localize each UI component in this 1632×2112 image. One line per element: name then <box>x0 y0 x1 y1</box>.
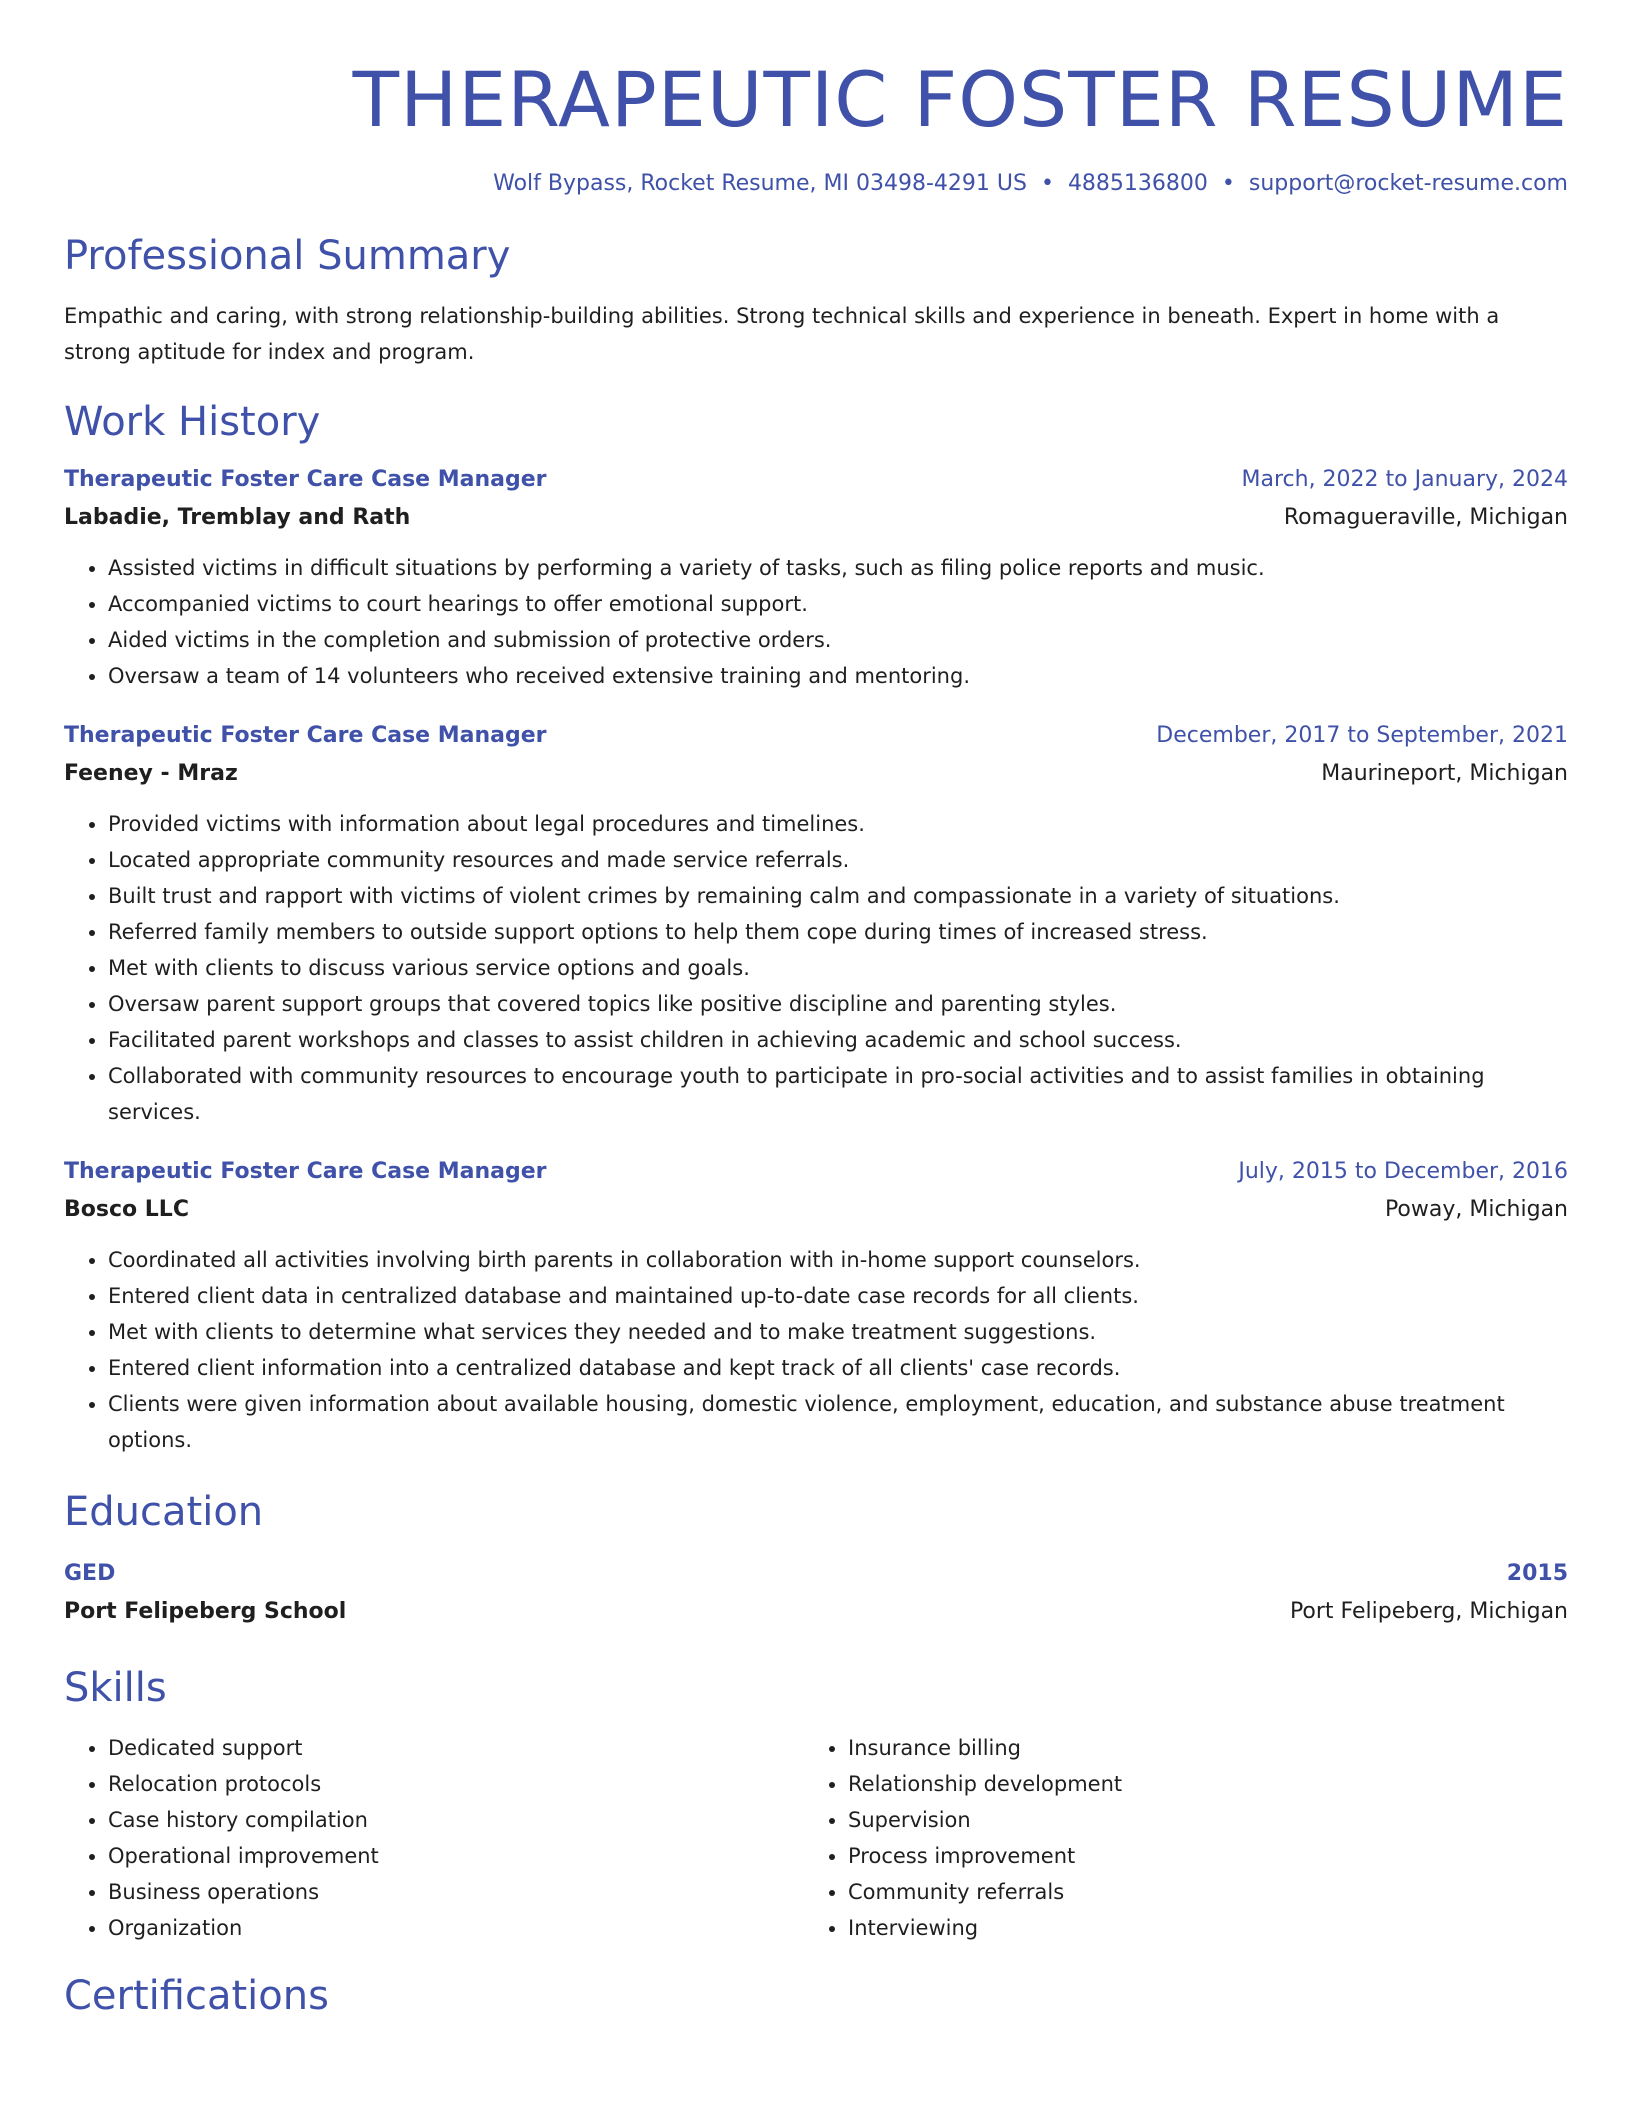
summary-heading: Professional Summary <box>64 233 511 279</box>
skills-list-right <box>804 1730 1544 1946</box>
list-item: • Met with clients to determine what services they needed and to make treatment suggestions. <box>108 1314 1568 1350</box>
list-item: • Facilitated parent workshops and classes to assist children in achieving academic and school success. <box>108 1022 1568 1058</box>
contact-email: support@rocket-resume.com <box>1248 171 1568 196</box>
education-entry <box>64 1556 1568 1632</box>
job-company: Feeney - Mraz <box>64 761 238 786</box>
candidate-name: THERAPEUTIC FOSTER RESUME <box>352 55 1568 144</box>
list-item: • Dedicated support <box>108 1730 804 1766</box>
separator-dot: • <box>1221 171 1235 196</box>
list-item: • Met with clients to discuss various service options and goals. <box>108 950 1568 986</box>
skills-heading: Skills <box>64 1665 167 1711</box>
skills-columns <box>64 1730 1568 1946</box>
list-item: • Insurance billing <box>848 1730 1544 1766</box>
contact-line <box>64 168 1568 200</box>
resume-header <box>64 52 1568 200</box>
work-history-heading: Work History <box>64 399 321 445</box>
list-item: • Relocation protocols <box>108 1766 804 1802</box>
contact-phone: 4885136800 <box>1067 171 1208 196</box>
list-item: • Entered client information into a centralized database and kept track of all clients' case records. <box>108 1350 1568 1386</box>
list-item: • Accompanied victims to court hearings to offer emotional support. <box>108 586 1568 622</box>
list-item: • Relationship development <box>848 1766 1544 1802</box>
job-bullets <box>64 550 1568 694</box>
list-item: • Collaborated with community resources to encourage youth to participate in pro-social activities and to assist families in obtaining services. <box>108 1058 1568 1130</box>
job-role: Therapeutic Foster Care Case Manager <box>64 1159 547 1184</box>
job-dates: July, 2015 to December, 2016 <box>1238 1159 1568 1184</box>
job-location: Romagueraville, Michigan <box>1283 505 1568 530</box>
list-item: • Operational improvement <box>108 1838 804 1874</box>
job-location: Maurineport, Michigan <box>1321 761 1568 786</box>
list-item: • Clients were given information about available housing, domestic violence, employment, education, and substance abuse treatment options. <box>108 1386 1568 1458</box>
list-item: • Case history compilation <box>108 1802 804 1838</box>
list-item: • Organization <box>108 1910 804 1946</box>
separator-dot: • <box>1040 171 1054 196</box>
list-item: • Oversaw a team of 14 volunteers who received extensive training and mentoring. <box>108 658 1568 694</box>
list-item: • Provided victims with information about legal procedures and timelines. <box>108 806 1568 842</box>
list-item: • Coordinated all activities involving birth parents in collaboration with in-home support counselors. <box>108 1242 1568 1278</box>
list-item: • Referred family members to outside support options to help them cope during times of increased stress. <box>108 914 1568 950</box>
job-bullets <box>64 1242 1568 1458</box>
job-company: Bosco LLC <box>64 1197 189 1222</box>
job-dates: March, 2022 to January, 2024 <box>1241 467 1568 492</box>
skills-list-left <box>64 1730 804 1946</box>
list-item: • Entered client data in centralized database and maintained up-to-date case records for all clients. <box>108 1278 1568 1314</box>
list-item: • Assisted victims in difficult situations by performing a variety of tasks, such as filing police reports and music. <box>108 550 1568 586</box>
job-entry <box>64 462 1568 694</box>
job-role: Therapeutic Foster Care Case Manager <box>64 723 547 748</box>
job-location: Poway, Michigan <box>1384 1197 1568 1222</box>
education-heading: Education <box>64 1489 264 1535</box>
list-item: • Business operations <box>108 1874 804 1910</box>
job-role: Therapeutic Foster Care Case Manager <box>64 467 547 492</box>
job-entry <box>64 1154 1568 1458</box>
education-degree: GED <box>64 1561 116 1586</box>
certifications-heading: Certifications <box>64 1973 329 2019</box>
list-item: • Built trust and rapport with victims of violent crimes by remaining calm and compassionate in a variety of situations. <box>108 878 1568 914</box>
list-item: • Aided victims in the completion and submission of protective orders. <box>108 622 1568 658</box>
list-item: • Located appropriate community resources and made service referrals. <box>108 842 1568 878</box>
list-item: • Community referrals <box>848 1874 1544 1910</box>
list-item: • Process improvement <box>848 1838 1544 1874</box>
job-company: Labadie, Tremblay and Rath <box>64 505 411 530</box>
list-item: • Supervision <box>848 1802 1544 1838</box>
job-dates: December, 2017 to September, 2021 <box>1156 723 1568 748</box>
summary-text: Empathic and caring, with strong relationship-building abilities. Strong technical skills and experience in beneath. Expert in home with a strong aptitude for index and program. <box>64 304 1500 364</box>
list-item: • Oversaw parent support groups that covered topics like positive discipline and parenting styles. <box>108 986 1568 1022</box>
education-school: Port Felipeberg School <box>64 1599 347 1624</box>
contact-address: Wolf Bypass, Rocket Resume, MI 03498-4291 US <box>493 171 1027 196</box>
education-year: 2015 <box>1506 1561 1568 1586</box>
list-item: • Interviewing <box>848 1910 1544 1946</box>
job-entry <box>64 718 1568 1130</box>
job-bullets <box>64 806 1568 1130</box>
education-location: Port Felipeberg, Michigan <box>1289 1599 1568 1624</box>
